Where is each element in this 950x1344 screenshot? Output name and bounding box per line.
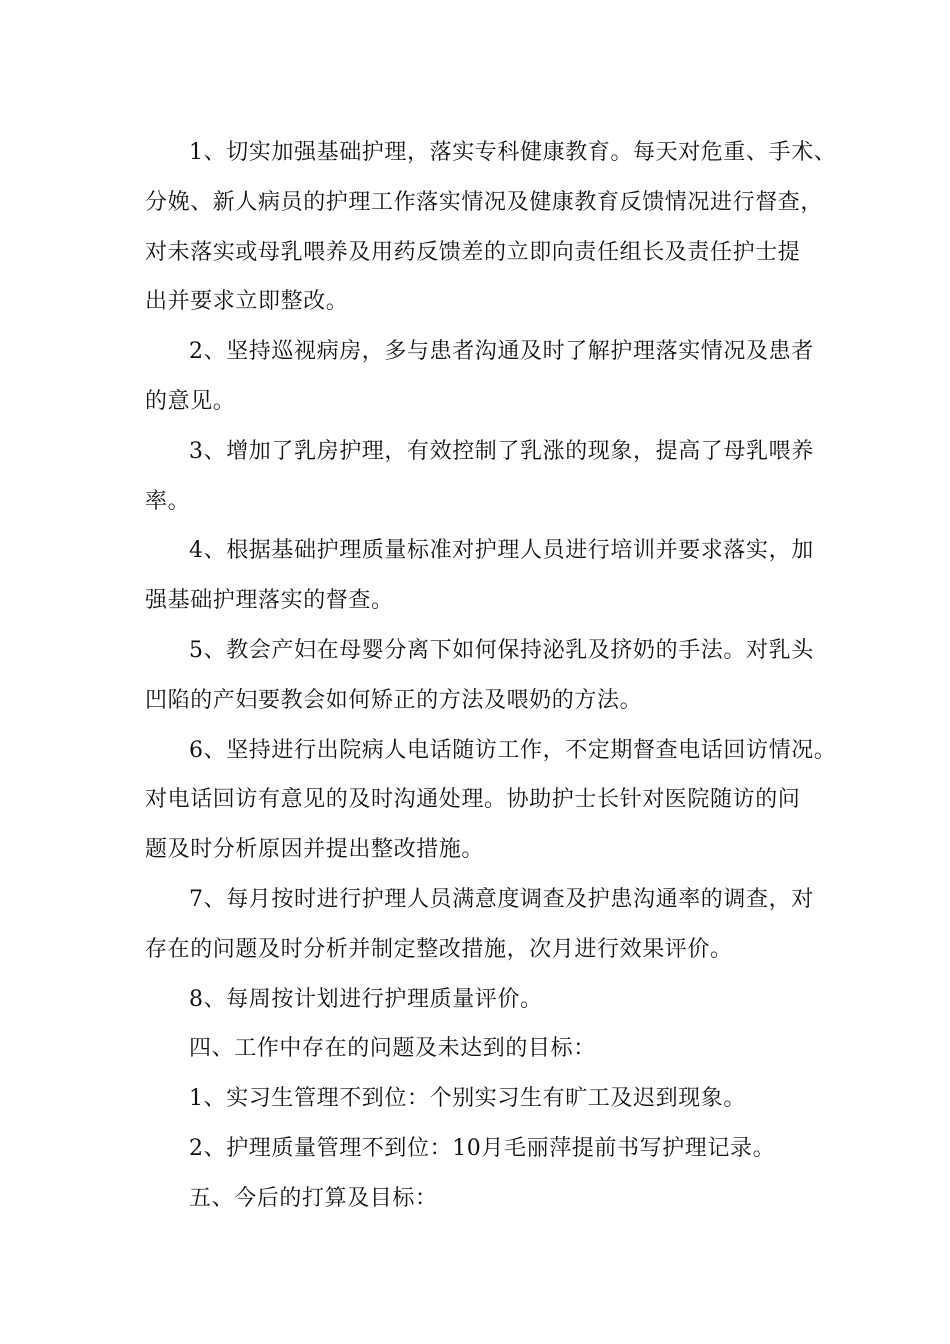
paragraph-line: 2、护理质量管理不到位：10月毛丽萍提前书写护理记录。: [189, 1135, 776, 1161]
paragraph-item-2: [145, 327, 814, 427]
section-heading-problems: [145, 1024, 810, 1074]
paragraph-item-5: [145, 626, 814, 726]
paragraph-line: 题及时分析原因并提出整改措施。: [145, 837, 485, 863]
paragraph-item-4: [145, 526, 814, 626]
paragraph-line: 强基础护理落实的督查。: [145, 588, 394, 614]
paragraph-line: 4、根据基础护理质量标准对护理人员进行培训并要求落实，加: [189, 538, 814, 564]
section-heading-text: 五、今后的打算及目标：: [189, 1185, 438, 1211]
paragraph-item-1: [145, 128, 837, 327]
paragraph-item-8: [145, 975, 810, 1025]
paragraph-line: 分娩、新人病员的护理工作落实情况及健康教育反馈情况进行督查，: [145, 189, 824, 215]
section-heading-text: 四、工作中存在的问题及未达到的目标：: [189, 1036, 596, 1062]
paragraph-line: 2、坚持巡视病房，多与患者沟通及时了解护理落实情况及患者: [189, 339, 814, 365]
paragraph-line: 8、每周按计划进行护理质量评价。: [189, 986, 543, 1012]
section-heading-plans: [145, 1174, 810, 1224]
problem-item-1: [145, 1074, 810, 1124]
paragraph-line: 对未落实或母乳喂养及用药反馈差的立即向责任组长及责任护士提: [145, 239, 801, 265]
problem-item-2: [145, 1124, 810, 1174]
paragraph-line: 6、坚持进行出院病人电话随访工作，不定期督查电话回访情况。: [189, 737, 837, 763]
paragraph-item-3: [145, 427, 814, 527]
paragraph-line: 凹陷的产妇要教会如何矫正的方法及喂奶的方法。: [145, 687, 643, 713]
paragraph-line: 存在的问题及时分析并制定整改措施，次月进行效果评价。: [145, 936, 733, 962]
paragraph-line: 7、每月按时进行护理人员满意度调查及护患沟通率的调查，对: [189, 886, 814, 912]
paragraph-line: 率。: [145, 488, 191, 514]
paragraph-line: 3、增加了乳房护理，有效控制了乳涨的现象，提高了母乳喂养: [189, 438, 814, 464]
paragraph-item-6: [145, 726, 837, 875]
paragraph-line: 出并要求立即整改。: [145, 289, 349, 315]
paragraph-line: 1、切实加强基础护理，落实专科健康教育。每天对危重、手术、: [189, 140, 837, 165]
paragraph-line: 1、实习生管理不到位：个别实习生有旷工及迟到现象。: [189, 1086, 746, 1112]
paragraph-line: 的意见。: [145, 388, 236, 414]
document-body: [145, 128, 837, 1224]
paragraph-line: 5、教会产妇在母婴分离下如何保持泌乳及挤奶的手法。对乳头: [189, 637, 814, 663]
paragraph-line: 对电话回访有意见的及时沟通处理。协助护士长针对医院随访的问: [145, 787, 801, 813]
paragraph-item-7: [145, 875, 814, 975]
